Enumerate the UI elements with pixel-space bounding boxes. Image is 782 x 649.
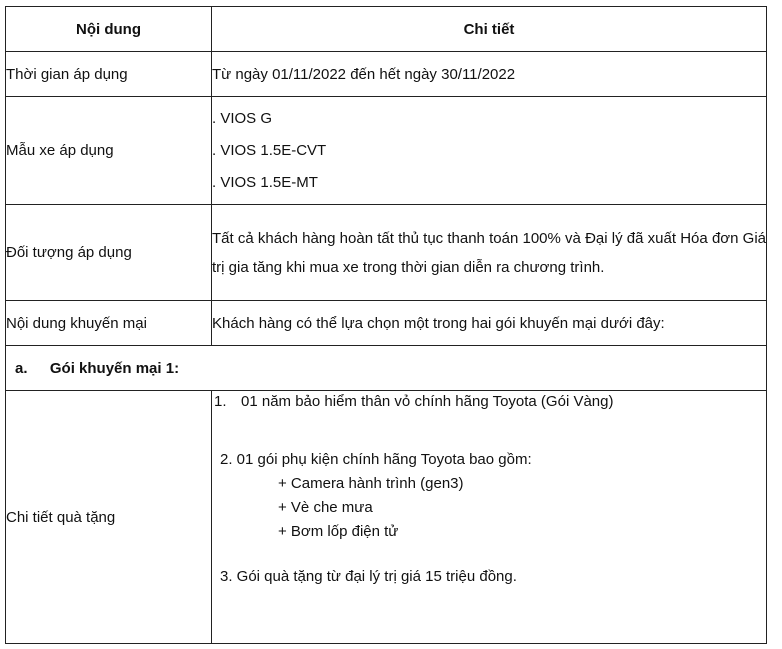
- time-label: Thời gian áp dụng: [6, 52, 212, 97]
- gift-item-1-number: 1.: [214, 393, 227, 410]
- time-value: Từ ngày 01/11/2022 đến hết ngày 30/11/2022: [212, 52, 767, 97]
- gift-item-3: 3. Gói quà tặng từ đại lý trị giá 15 triệu đồng.: [220, 568, 517, 585]
- gift-sub-item: + Vè che mưa: [278, 499, 373, 516]
- table-row: [6, 205, 767, 301]
- header-detail: Chi tiết: [212, 7, 767, 52]
- table-row: [6, 301, 767, 346]
- models-list: [212, 97, 767, 205]
- table-row: [6, 391, 767, 644]
- gift-item-2: [212, 448, 766, 544]
- package-marker: a.: [15, 359, 28, 377]
- content-label: Nội dung khuyến mại: [6, 301, 212, 346]
- target-value: Tất cả khách hàng hoàn tất thủ tục thanh toán 100% và Đại lý đã xuất Hóa đơn Giá trị gia tăng khi mua xe trong thời gian diễn ra chương trình.: [212, 205, 767, 301]
- content-value: Khách hàng có thể lựa chọn một trong hai gói khuyến mại dưới đây:: [212, 301, 767, 346]
- package-heading: [6, 346, 767, 391]
- gift-label: Chi tiết quà tặng: [6, 391, 212, 644]
- gift-sub-item: + Camera hành trình (gen3): [278, 475, 464, 492]
- gift-item-1-text: 01 năm bảo hiểm thân vỏ chính hãng Toyota (Gói Vàng): [241, 393, 614, 410]
- package-title: Gói khuyến mại 1:: [49, 359, 180, 377]
- gift-details: [212, 391, 767, 644]
- table-row: [6, 97, 767, 205]
- model-item: . VIOS G: [212, 109, 273, 127]
- model-item: . VIOS 1.5E-CVT: [212, 141, 327, 159]
- model-item: . VIOS 1.5E-MT: [212, 173, 318, 191]
- promotion-table: [5, 6, 767, 644]
- target-label: Đối tượng áp dụng: [6, 205, 212, 301]
- header-content: Nội dung: [6, 7, 212, 52]
- header-row: [6, 7, 767, 52]
- package-heading-row: [6, 346, 767, 391]
- gift-item-2-text: 2. 01 gói phụ kiện chính hãng Toyota bao gồm:: [220, 451, 532, 468]
- gift-sub-item: + Bơm lốp điện tử: [278, 523, 399, 540]
- gift-item-1: [212, 393, 766, 410]
- models-label: Mẫu xe áp dụng: [6, 97, 212, 205]
- table-row: [6, 52, 767, 97]
